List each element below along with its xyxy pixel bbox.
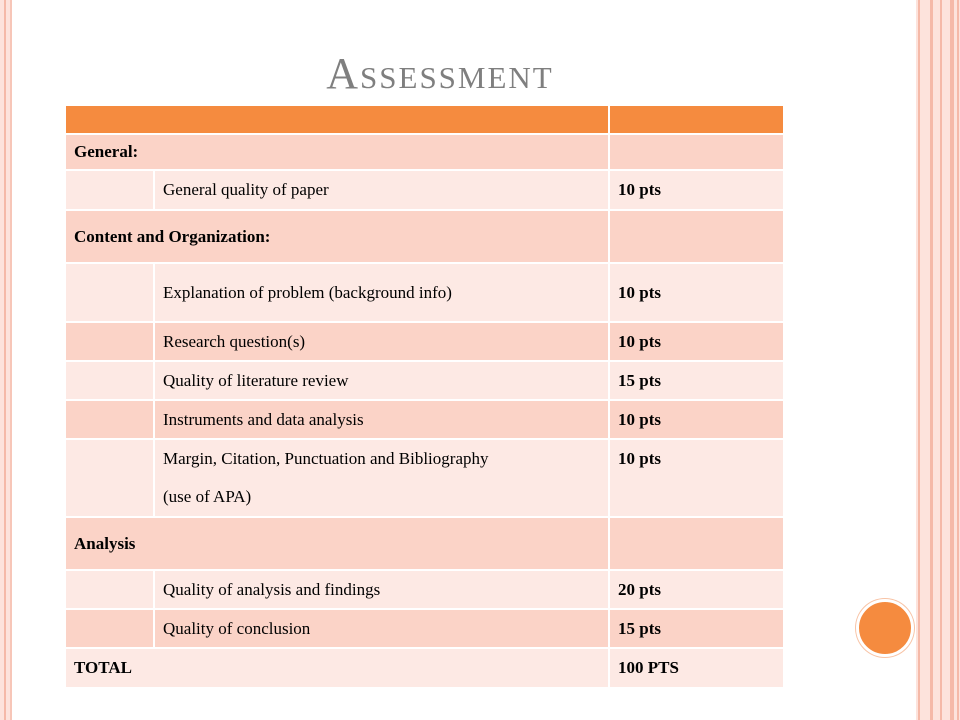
criterion-cell: Quality of conclusion bbox=[154, 609, 609, 648]
criterion-line: Margin, Citation, Punctuation and Bibliography bbox=[163, 449, 489, 468]
empty-cell bbox=[65, 322, 154, 361]
header-cell bbox=[609, 105, 784, 134]
table-row bbox=[65, 361, 784, 400]
slide-left-border bbox=[0, 0, 12, 720]
criterion-cell: General quality of paper bbox=[154, 170, 609, 210]
criterion-cell: Explanation of problem (background info) bbox=[154, 263, 609, 322]
empty-cell bbox=[609, 134, 784, 170]
table-row bbox=[65, 263, 784, 322]
points-cell: 20 pts bbox=[609, 570, 784, 609]
points-cell: 10 pts bbox=[609, 170, 784, 210]
header-cell bbox=[65, 105, 609, 134]
empty-cell bbox=[65, 570, 154, 609]
assessment-table bbox=[64, 104, 785, 689]
total-row bbox=[65, 648, 784, 688]
empty-cell bbox=[65, 361, 154, 400]
total-points: 100 PTS bbox=[609, 648, 784, 688]
criterion-cell bbox=[154, 439, 609, 517]
section-row bbox=[65, 517, 784, 570]
table-row bbox=[65, 400, 784, 439]
points-cell: 10 pts bbox=[609, 439, 784, 517]
section-label: Analysis bbox=[65, 517, 609, 570]
decorative-circle bbox=[856, 599, 914, 657]
table-row bbox=[65, 322, 784, 361]
points-cell: 10 pts bbox=[609, 263, 784, 322]
table-header-row bbox=[65, 105, 784, 134]
empty-cell bbox=[609, 517, 784, 570]
criterion-line: (use of APA) bbox=[163, 487, 252, 506]
table-row bbox=[65, 570, 784, 609]
points-cell: 10 pts bbox=[609, 400, 784, 439]
section-label: Content and Organization: bbox=[65, 210, 609, 263]
slide-right-border bbox=[916, 0, 960, 720]
criterion-cell: Quality of analysis and findings bbox=[154, 570, 609, 609]
empty-cell bbox=[65, 263, 154, 322]
criterion-cell: Instruments and data analysis bbox=[154, 400, 609, 439]
criterion-cell: Research question(s) bbox=[154, 322, 609, 361]
points-cell: 10 pts bbox=[609, 322, 784, 361]
section-row bbox=[65, 134, 784, 170]
section-row bbox=[65, 210, 784, 263]
table-row bbox=[65, 439, 784, 517]
table-row bbox=[65, 609, 784, 648]
empty-cell bbox=[65, 170, 154, 210]
empty-cell bbox=[65, 400, 154, 439]
criterion-cell: Quality of literature review bbox=[154, 361, 609, 400]
points-cell: 15 pts bbox=[609, 361, 784, 400]
empty-cell bbox=[65, 609, 154, 648]
empty-cell bbox=[65, 439, 154, 517]
total-label: TOTAL bbox=[65, 648, 609, 688]
empty-cell bbox=[609, 210, 784, 263]
table-row bbox=[65, 170, 784, 210]
slide-title: Assessment bbox=[326, 49, 554, 98]
section-label: General: bbox=[65, 134, 609, 170]
points-cell: 15 pts bbox=[609, 609, 784, 648]
